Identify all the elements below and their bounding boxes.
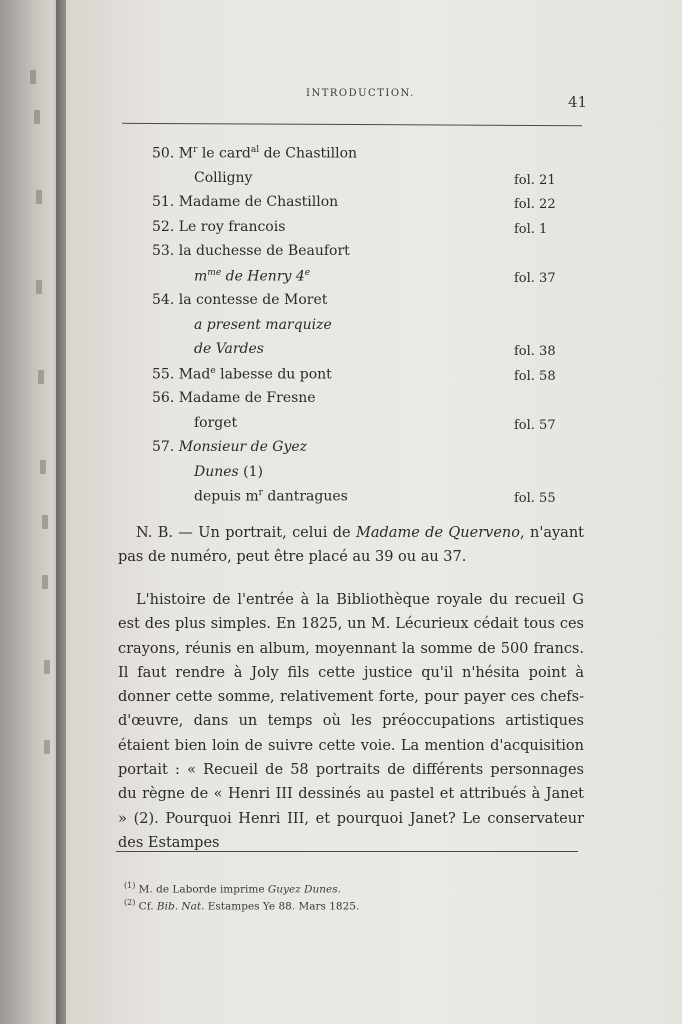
list-line <box>194 268 310 285</box>
list-text: depuis m <box>194 488 259 505</box>
list-line <box>152 145 357 162</box>
list-text: e <box>210 365 216 376</box>
facing-page-mark <box>40 460 46 474</box>
list-text: dantragues <box>262 488 348 505</box>
footnote-italic: Guyez Dunes <box>267 883 338 896</box>
list-text: r <box>258 488 263 498</box>
footnote-text: Cf. <box>135 900 157 913</box>
folio-reference: fol. 22 <box>514 197 556 212</box>
body-paragraph-text: L'histoire de l'entrée à la Bibliothèque royale du recueil G est des plus simples. En 1825, un M. Lécurieux cédait tous ces crayons, réunis en album, moyennant la somme de 500 francs. Il faut rendre à Joly fils cette justice qu'il n'hésita point à donner cette somme, relativement forte, pour payer ces chefs-d'œuvre, dans un temps où les préoccupations artistiques étaient bien loin de suivre cette voie. La mention d'acquisition portait : « Recueil de 58 portraits de différents personnages du règne de « Henri III dessinés au pastel et attribués à Janet » (2). Pourquoi Henri III, et pourquoi Janet? Le conservateur des Estampes <box>118 592 584 851</box>
list-text: M <box>174 145 194 162</box>
list-line <box>194 170 252 186</box>
list-line <box>194 488 348 505</box>
footnote-2 <box>124 898 359 913</box>
footnote-mark: (1) <box>124 881 136 890</box>
page-number: 41 <box>568 93 588 111</box>
folio-reference: fol. 55 <box>514 491 556 506</box>
list-text: r <box>193 145 198 155</box>
footnote-text: M. de Laborde imprime <box>135 883 268 896</box>
list-text: la contesse de Moret <box>174 292 328 308</box>
list-line <box>194 464 263 480</box>
facing-page-mark <box>36 190 42 204</box>
list-number: 55. <box>152 366 175 383</box>
list-line <box>194 317 332 333</box>
list-number: 56. <box>152 390 175 406</box>
folio-reference: fol. 38 <box>514 344 556 359</box>
facing-page-mark <box>34 110 40 124</box>
footnote-italic: Bib. Nat. <box>156 900 205 913</box>
list-number: 51. <box>152 194 175 210</box>
facing-page-mark <box>44 660 50 674</box>
list-text: Madame de Chastillon <box>174 194 339 210</box>
folio-reference: fol. 21 <box>514 172 556 188</box>
book-page <box>66 0 682 1024</box>
list-text: me <box>207 267 222 278</box>
list-text: al <box>250 145 260 155</box>
facing-page-edge <box>0 0 62 1024</box>
folio-reference: fol. 37 <box>514 270 556 286</box>
list-text: a present marquize <box>194 316 332 333</box>
list-line <box>152 366 332 383</box>
footnote-text: Estampes Ye 88. Mars 1825. <box>204 900 360 913</box>
footnote-rule <box>116 851 578 852</box>
list-line <box>152 194 338 210</box>
list-text: la duchesse de Beaufort <box>174 243 350 259</box>
list-text: e <box>304 267 311 278</box>
nota-bene-prefix: N. B. — Un portrait, celui de <box>136 525 357 541</box>
facing-page-mark <box>42 575 48 589</box>
list-text: (1) <box>238 463 264 480</box>
list-number: 54. <box>152 292 175 308</box>
list-text: de Vardes <box>194 341 264 357</box>
list-text: de Henry 4 <box>221 268 305 285</box>
footnote-1 <box>124 881 341 896</box>
footnote-mark: (2) <box>124 898 136 907</box>
nota-bene-suffix: , n'ayant pas de numéro, peut être placé au 39 ou au 37. <box>118 525 584 566</box>
list-line <box>152 292 327 308</box>
running-head: INTRODUCTION. <box>306 88 415 99</box>
nota-bene-italic: Madame de Querveno <box>356 525 521 541</box>
folio-reference: fol. 1 <box>514 221 548 237</box>
list-line <box>194 341 264 357</box>
facing-page-mark <box>36 280 42 294</box>
list-number: 50. <box>152 145 175 162</box>
list-text: le card <box>197 145 251 162</box>
nota-bene <box>118 521 584 570</box>
facing-page-mark <box>30 70 36 84</box>
list-text: forget <box>194 414 238 431</box>
list-line <box>152 439 307 455</box>
folio-reference: fol. 58 <box>514 368 556 384</box>
list-text: Le roy francois <box>174 218 286 235</box>
facing-page-mark <box>44 740 50 754</box>
list-text: Mad <box>174 366 211 383</box>
list-text: Colligny <box>194 169 253 186</box>
body-paragraph <box>118 588 584 855</box>
facing-page-mark <box>42 515 48 529</box>
folio-reference: fol. 57 <box>514 417 556 433</box>
list-number: 53. <box>152 243 175 259</box>
list-text: Dunes <box>194 463 239 480</box>
list-line <box>152 219 285 235</box>
list-text: Madame de Fresne <box>174 390 316 406</box>
list-text: m <box>194 268 208 285</box>
list-text: labesse du pont <box>215 366 332 383</box>
list-text: de Chastillon <box>259 145 358 162</box>
list-line <box>152 390 316 406</box>
facing-page-mark <box>38 370 44 384</box>
list-number: 57. <box>152 439 175 455</box>
footnote-text: . <box>337 883 341 896</box>
list-number: 52. <box>152 218 175 235</box>
header-rule <box>122 123 582 126</box>
list-line <box>152 243 350 259</box>
list-text: Monsieur de Gyez <box>174 439 308 455</box>
list-line <box>194 415 237 431</box>
